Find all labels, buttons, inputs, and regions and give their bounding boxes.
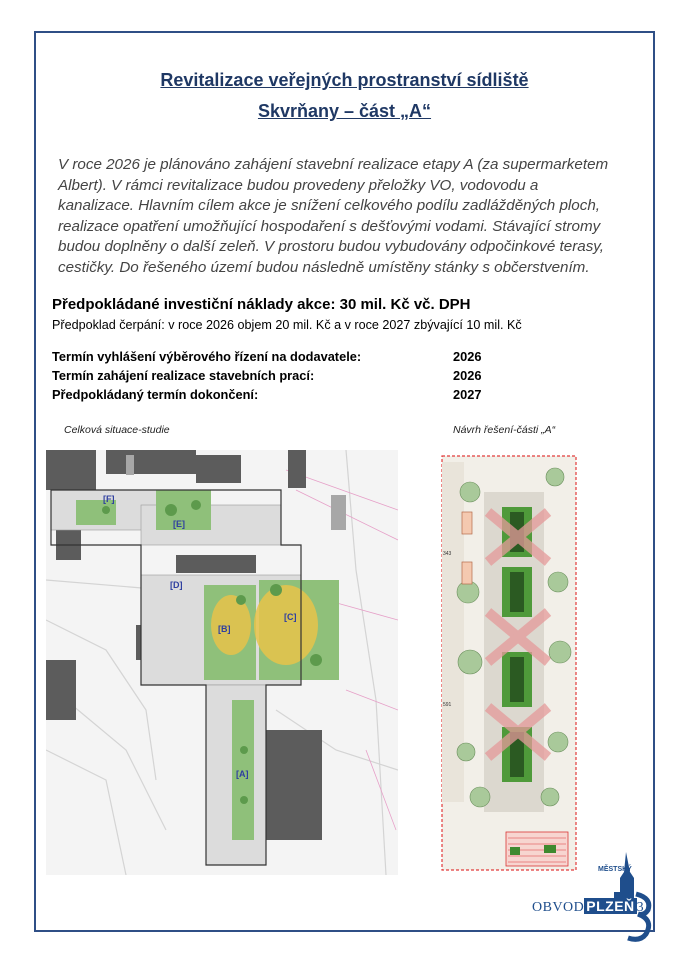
- logo-text-mestsky: MĚSTSKÝ: [598, 866, 632, 873]
- intro-line: Albert). V rámci revitalizace budou provedeny přeložky VO, vodovodu a: [58, 176, 539, 194]
- caption-part-a-design: Návrh řešení-části „A“: [453, 424, 556, 436]
- plan-number: 591: [443, 702, 452, 708]
- term-value: 2026: [453, 349, 482, 364]
- plan-number: 343: [443, 551, 452, 557]
- term-row: [52, 349, 522, 368]
- intro-paragraph: [58, 155, 654, 279]
- logo-text-main: [532, 898, 644, 916]
- caption-overall-situation: Celková situace-studie: [64, 424, 170, 436]
- map-label-d: [D]: [170, 580, 183, 590]
- intro-line: realizace opatření umožňující hospodaření s dešťovými vodami. Stávající stromy: [58, 217, 601, 235]
- intro-line: cestičky. Do řešeného území budou následně umístěny stánky s občerstvením.: [58, 258, 590, 276]
- map-label-c: [C]: [284, 612, 297, 622]
- map-label-a: [A]: [236, 769, 249, 779]
- term-row: [52, 387, 522, 406]
- overall-situation-map: [46, 450, 398, 875]
- logo-text-number: 3: [636, 900, 645, 915]
- map-label-e: [E]: [173, 519, 185, 529]
- map-label-f: [F]: [103, 494, 115, 504]
- title-line-2: Skvrňany – část „A“: [257, 101, 432, 121]
- term-value: 2027: [453, 387, 482, 402]
- logo-text-obvod: OBVOD: [532, 900, 585, 915]
- logo-text-plzen: PLZEŇ: [586, 898, 635, 914]
- term-label: Termín vyhlášení výběrového řízení na dodavatele:: [52, 349, 362, 364]
- intro-line: V roce 2026 je plánováno zahájení stavební realizace etapy A (za supermarketem: [58, 156, 609, 173]
- term-row: [52, 368, 522, 387]
- map-label-b: [B]: [218, 624, 231, 634]
- cost-heading: Předpokládané investiční náklady akce: 30 mil. Kč vč. DPH: [52, 296, 471, 313]
- terms-table: [52, 349, 522, 406]
- intro-line: budou doplněny o další zeleň. V prostoru budou vybudovány odpočinkové terasy,: [58, 238, 604, 256]
- drawdown-text: Předpoklad čerpání: v roce 2026 objem 20 mil. Kč a v roce 2027 zbývající 10 mil. Kč: [52, 318, 522, 332]
- intro-line: kanalizace. Hlavním cílem akce je snížení celkového podílu zadlážděných ploch,: [58, 197, 600, 215]
- term-label: Předpokládaný termín dokončení:: [52, 387, 259, 402]
- term-value: 2026: [453, 368, 482, 383]
- part-a-design-plan: [440, 452, 580, 874]
- term-label: Termín zahájení realizace stavebních prací:: [52, 368, 315, 383]
- title-line-1: Revitalizace veřejných prostranství sídliště: [160, 70, 529, 90]
